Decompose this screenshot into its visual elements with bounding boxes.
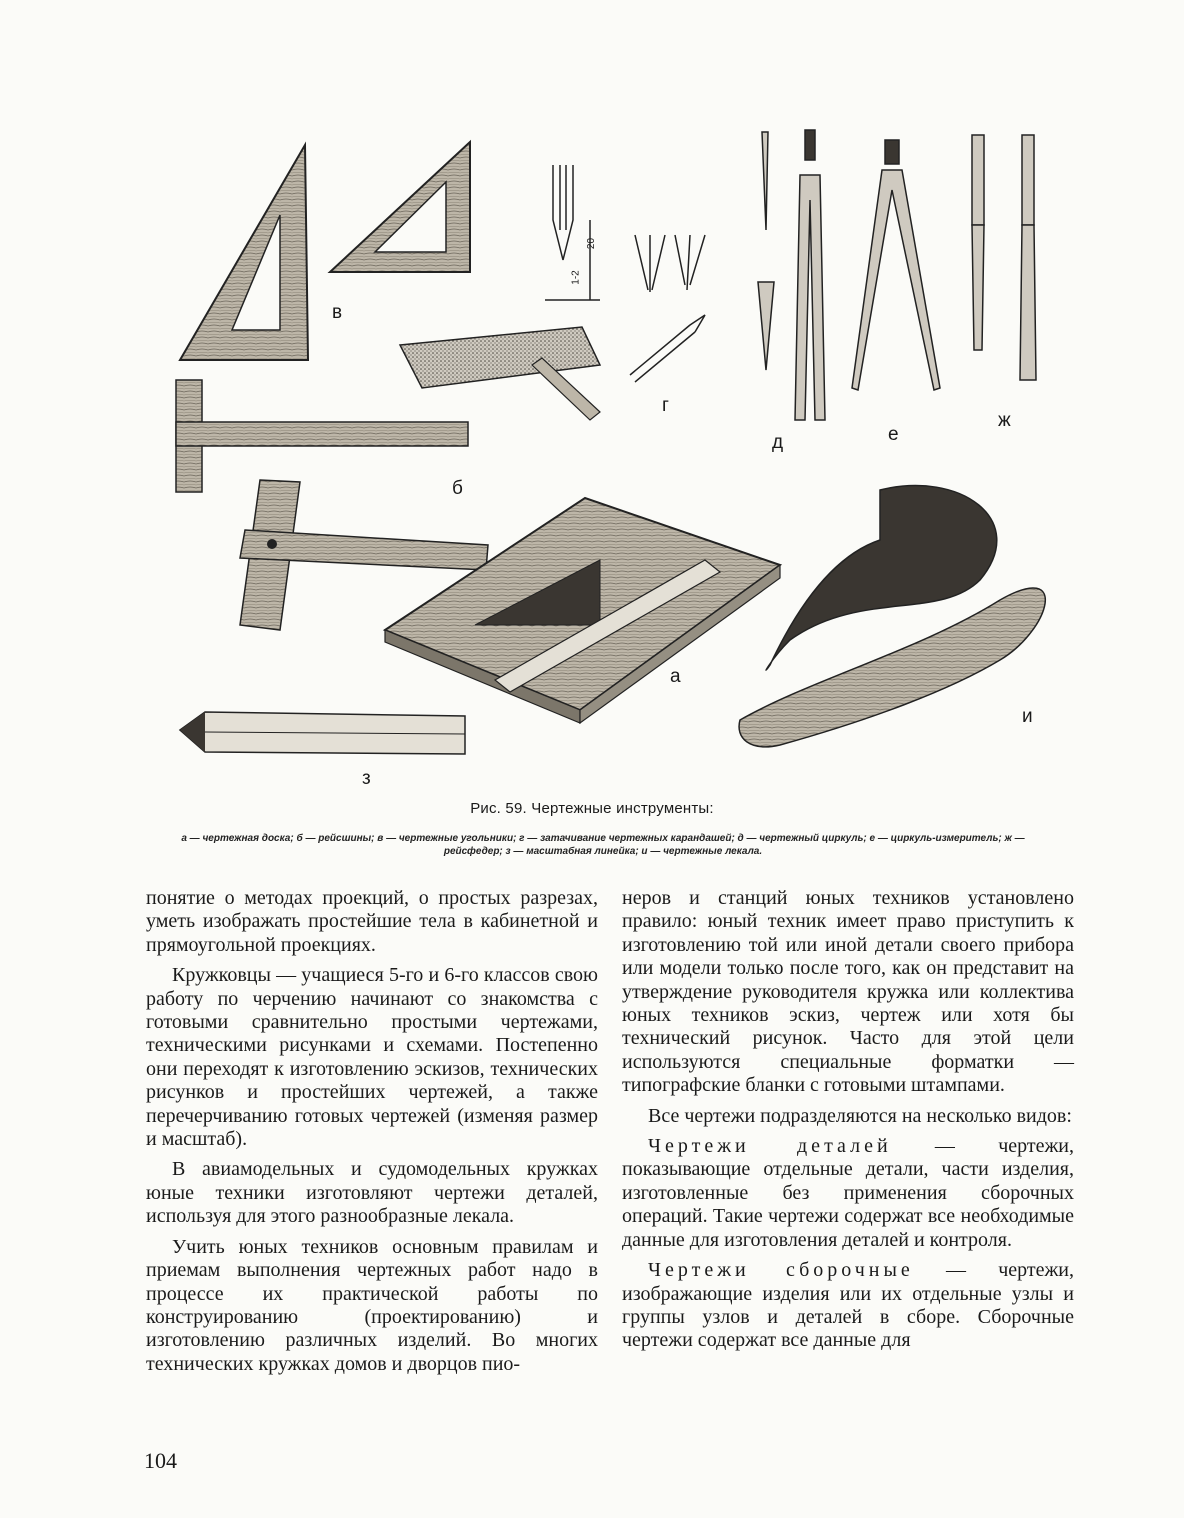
set-square-small xyxy=(330,142,470,272)
figure-caption-legend: а — чертежная доска; б — рейсшины; в — чертежные угольники; г — затачивание чертежных карандашей; д — чертежный циркуль; е — циркуль-измеритель; ж — рейсфедер; з — масштабная линейка; и — чертежные лекала. xyxy=(181,833,1025,857)
figure-caption-title: Рис. 59. Чертежные инструменты: xyxy=(470,800,714,817)
paragraph: Учить юных техников основным правилам и приемам выполнения чертежных работ надо в процессе их практической работы по конструированию (проектированию) и изготовлению различных изделий. Во многих технических кружках домов и дворцов пио- xyxy=(146,1235,598,1375)
label-d: д xyxy=(772,432,784,453)
instruments-figure xyxy=(160,120,1060,810)
french-curves xyxy=(739,486,1045,747)
page-number: 104 xyxy=(144,1448,177,1473)
t-square xyxy=(176,380,468,492)
term-assembly-text: — чертежи, изображающие изделия или их отдельные узлы и группы узлов и деталей в сборе. Сборочные чертежи содержат все данные для xyxy=(622,1259,1075,1352)
label-g: г xyxy=(662,395,669,416)
label-z: з xyxy=(362,768,371,789)
paragraph: Кружковцы — учащиеся 5-го и 6-го классов свою работу по черчению начинают со знакомства с готовыми сравнительно простыми чертежами, техническими рисунками и схемами. Постепенно они переходят к изготовлению эскизов, технических рисунков и простейших чертежей, а также перечерчиванию готовых чертежей (изменяя размер и масштаб). xyxy=(146,964,598,1151)
set-square-large xyxy=(180,145,308,360)
term-details: Чертежи деталей xyxy=(648,1135,892,1158)
figure-drawing xyxy=(160,120,1060,810)
right-column xyxy=(622,887,1074,1353)
paragraph xyxy=(622,1135,1074,1252)
label-a: а xyxy=(670,666,681,687)
dim-label-1: 1-2 xyxy=(570,270,582,285)
sandpaper-block xyxy=(400,327,600,420)
paragraph: В авиамодельных и судомодельных кружках юные техники изготовляют чертежи деталей, используя для этого разнообразные лекала. xyxy=(146,1158,598,1228)
label-e: е xyxy=(888,424,899,445)
drawing-board xyxy=(385,498,780,723)
label-v: в xyxy=(332,302,343,323)
term-details-text: — чертежи, показывающие отдельные детали, части изделия, изготовленные без применения сборочных операций. Такие чертежи содержат все необходимые данные для изготовления деталей и контроля. xyxy=(622,1135,1075,1251)
term-assembly: Чертежи сборочные xyxy=(648,1259,914,1282)
paragraph: неров и станций юных техников установлено правило: юный техник имеет право приступить к изготовлению той или иной детали своего прибора или модели только после того, как он представит на утверждение руководителя кружка или коллектива юных техников эскиз, чертеж или хотя бы технический рисунок. Часто для этой цели используются специальные форматки — типографские бланки с готовыми штампами. xyxy=(622,887,1074,1097)
scale-ruler xyxy=(180,712,465,754)
dim-label-2: 20 xyxy=(586,237,598,250)
left-column xyxy=(146,887,598,1376)
label-b: б xyxy=(452,478,463,499)
label-i: и xyxy=(1022,706,1033,727)
label-zh: ж xyxy=(998,410,1011,431)
compass-set xyxy=(758,130,1036,420)
paragraph xyxy=(622,1259,1074,1353)
paragraph: понятие о методах проекций, о простых разрезах, уметь изображать простейшие тела в кабинетной и прямоугольной проекциях. xyxy=(146,887,598,956)
paragraph: Все чертежи подразделяются на несколько видов: xyxy=(648,1104,1072,1127)
